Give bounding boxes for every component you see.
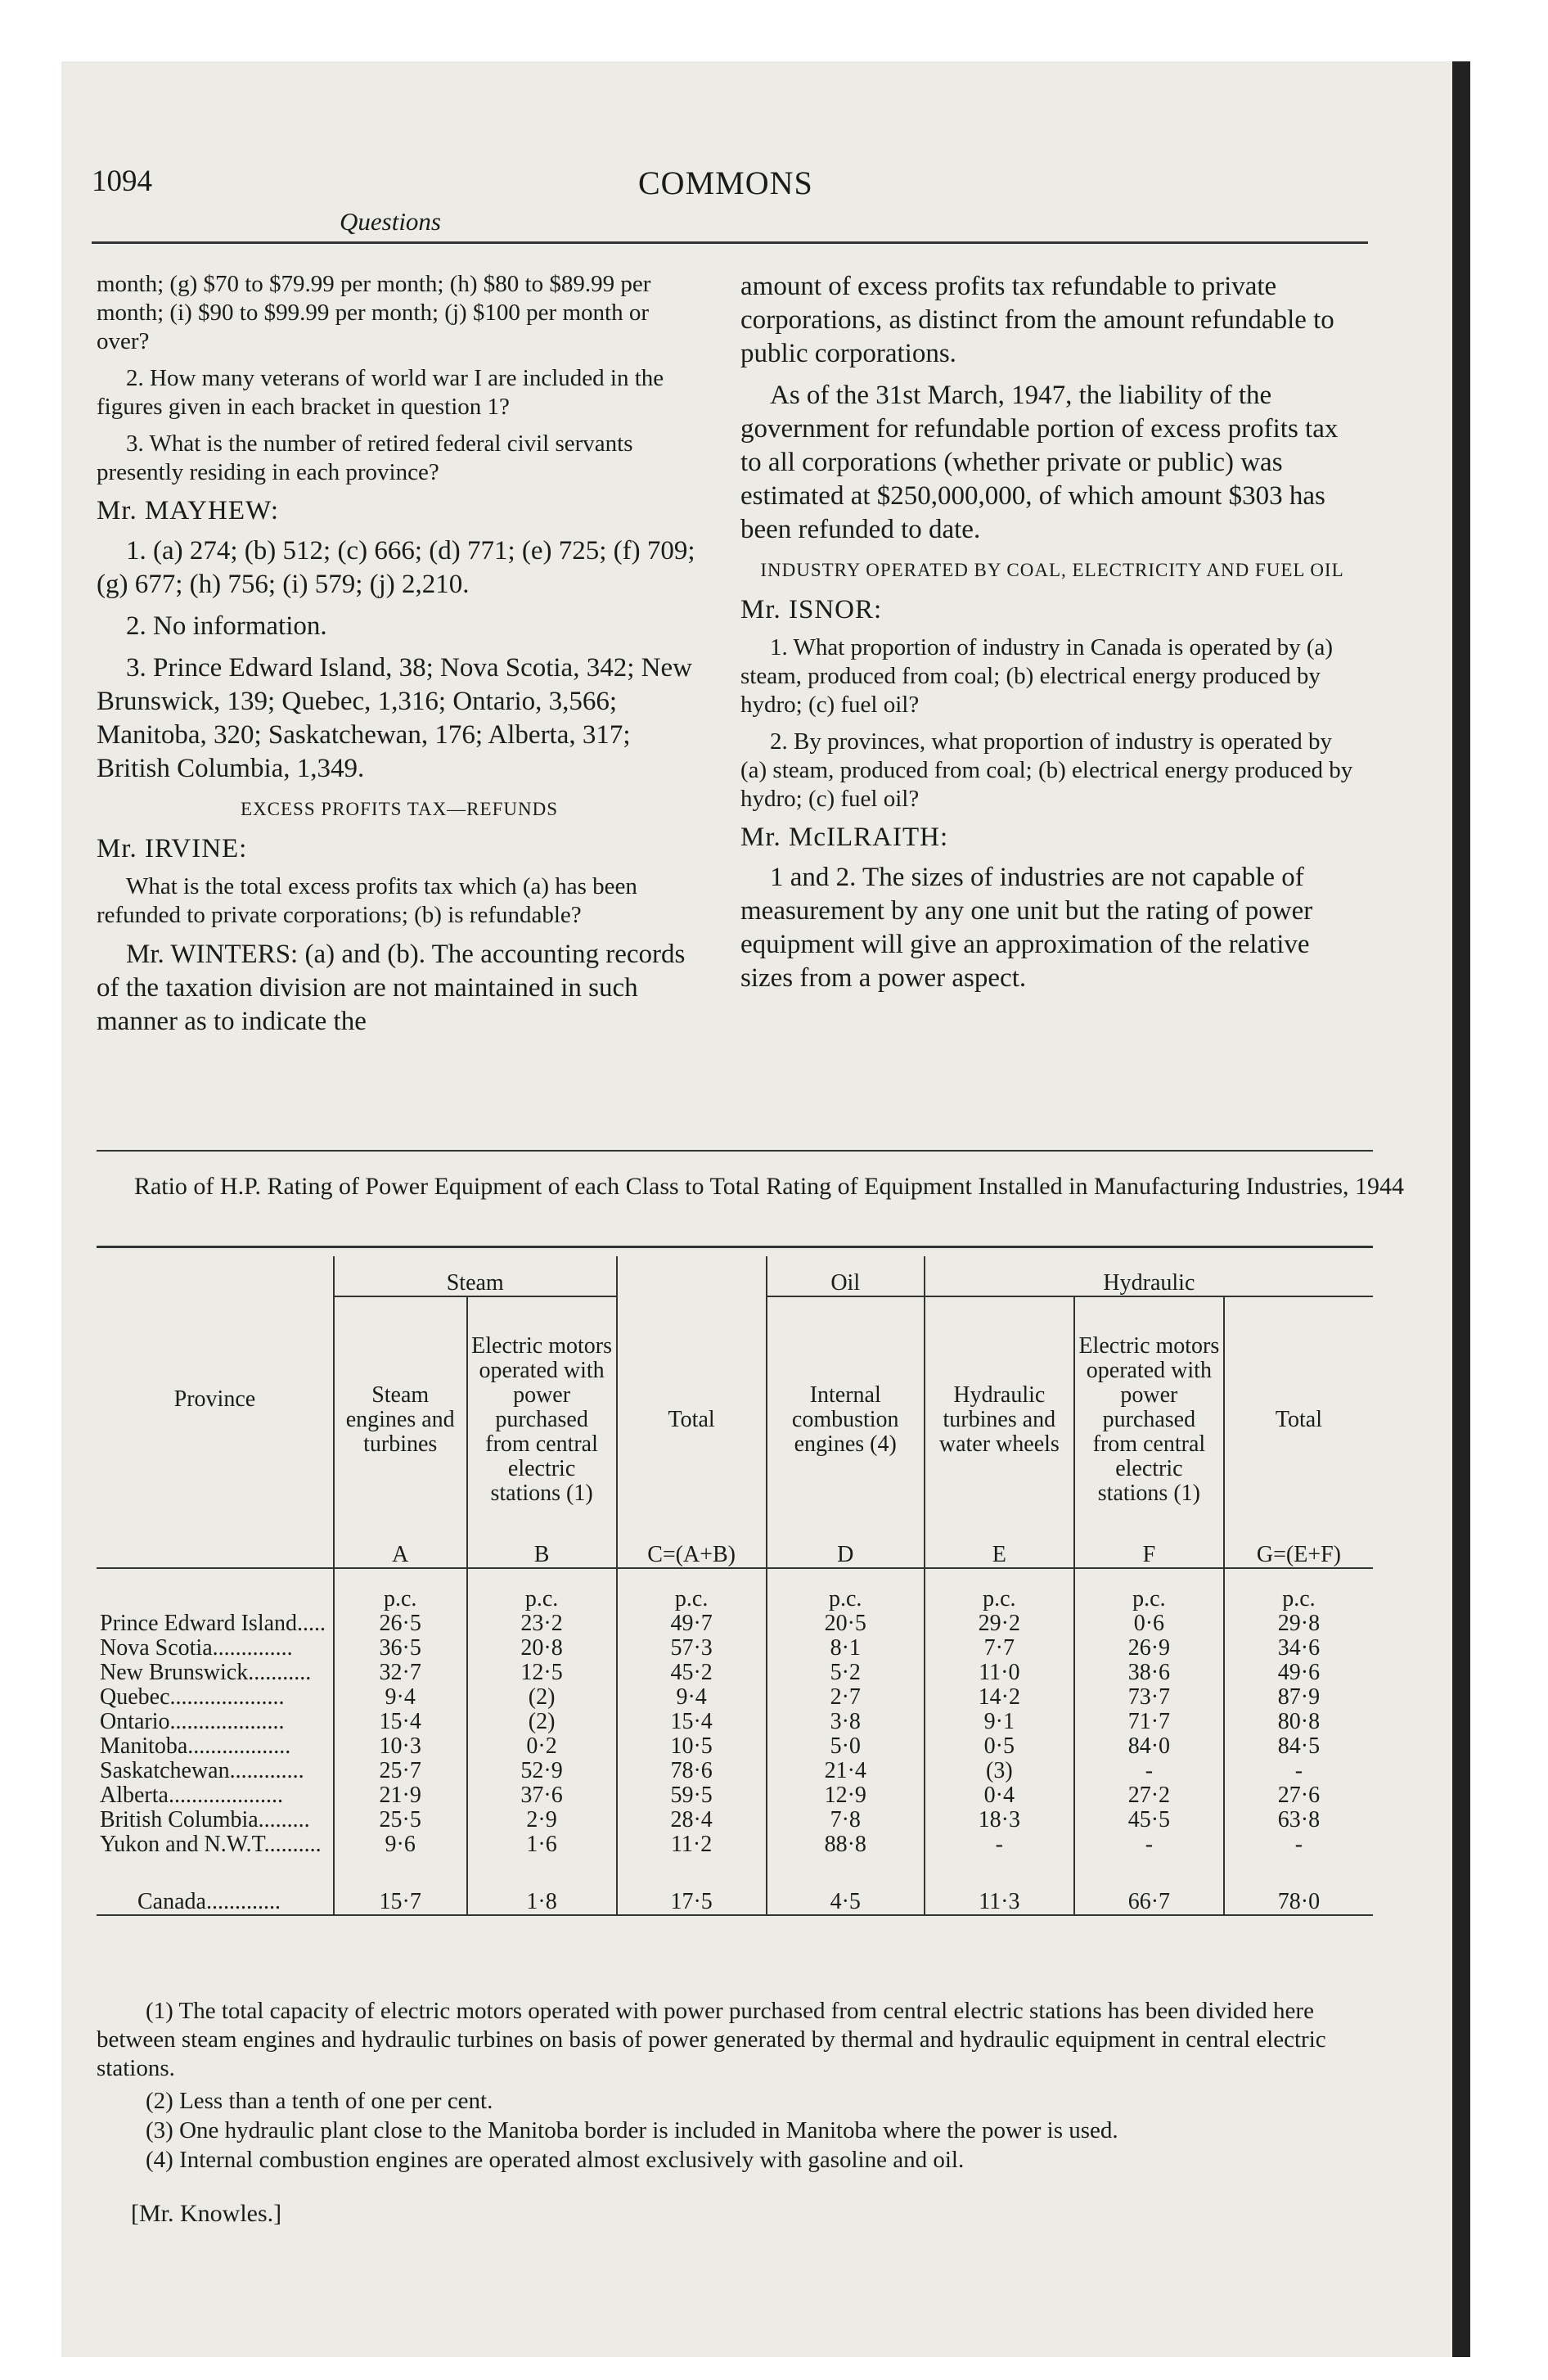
table-row-nova-scotia — [97, 1636, 1373, 1661]
unit-e: p.c. — [925, 1568, 1074, 1611]
cell-e: 29·2 — [925, 1611, 1074, 1636]
cell-c: 57·3 — [617, 1636, 767, 1661]
cell-c: 45·2 — [617, 1661, 767, 1685]
col-header-g: Total — [1224, 1296, 1373, 1543]
cell-a: 36·5 — [334, 1636, 467, 1661]
cell-a: 9·6 — [334, 1832, 467, 1857]
col-header-d: Internal combustion engines (4) — [767, 1296, 925, 1543]
cell-a: 15·4 — [334, 1710, 467, 1734]
cell-b: 1·8 — [467, 1857, 617, 1915]
cell-b: 20·8 — [467, 1636, 617, 1661]
cell-e: 7·7 — [925, 1636, 1074, 1661]
cell-g: 27·6 — [1224, 1783, 1373, 1808]
power-equipment-table — [97, 1256, 1373, 1916]
col-header-a: Steam engines and turbines — [334, 1296, 467, 1543]
cell-d: 88·8 — [767, 1832, 925, 1857]
col-header-e: Hydraulic turbines and water wheels — [925, 1296, 1074, 1543]
answer-2: 2. No information. — [126, 611, 327, 641]
cell-c: 9·4 — [617, 1685, 767, 1710]
cell-f: - — [1074, 1832, 1224, 1857]
cell-b: (2) — [467, 1710, 617, 1734]
cell-b: 2·9 — [467, 1808, 617, 1832]
question-irvine: What is the total excess profits tax which (a) has been refunded to private corporations; (b) is refundable? — [97, 873, 637, 928]
right-column — [740, 270, 1364, 1003]
cell-g: - — [1224, 1759, 1373, 1783]
cell-g: 84·5 — [1224, 1734, 1373, 1759]
header-rule — [92, 241, 1368, 244]
table-row-alberta — [97, 1783, 1373, 1808]
unit-blank — [97, 1568, 334, 1611]
answer-liability: As of the 31st March, 1947, the liability of the government for refundable portion of excess profits tax to all corporations (whether private or public) was estimated at $250,000,000, of which amount $303 has been refunded to date. — [740, 381, 1339, 544]
col-header-province: Province — [173, 1386, 256, 1412]
cell-g: 87·9 — [1224, 1685, 1373, 1710]
cell-b: 12·5 — [467, 1661, 617, 1685]
cell-b: 0·2 — [467, 1734, 617, 1759]
group-header-hydraulic: Hydraulic — [925, 1256, 1373, 1296]
answer-3: 3. Prince Edward Island, 38; Nova Scotia, 342; New Brunswick, 139; Quebec, 1,316; Ontario, 3,566; Manitoba, 320; Saskatchewan, 176; Alberta, 317; British Columbia, 1,349. — [97, 653, 692, 783]
cell-g: 29·8 — [1224, 1611, 1373, 1636]
question-isnor-1: 1. What proportion of industry in Canada is operated by (a) steam, produced from coal; (b) electrical energy produced by hydro; (c) fuel oil? — [740, 634, 1334, 718]
group-header-oil: Oil — [767, 1256, 925, 1296]
cell-province: New Brunswick........... — [100, 1660, 312, 1685]
answer-continued: amount of excess profits tax refundable to private corporations, as distinct from the amount refundable to public corporations. — [740, 272, 1334, 368]
letter-a: A — [334, 1543, 467, 1568]
question-text-3: 3. What is the number of retired federal civil servants presently residing in each province? — [97, 430, 633, 485]
cell-c: 10·5 — [617, 1734, 767, 1759]
cell-f: 27·2 — [1074, 1783, 1224, 1808]
section-heading-industry: INDUSTRY OPERATED BY COAL, ELECTRICITY AND FUEL OIL — [760, 560, 1344, 580]
cell-province: Prince Edward Island..... — [100, 1611, 326, 1636]
cell-e: (3) — [925, 1759, 1074, 1783]
group-header-steam: Steam — [334, 1256, 617, 1296]
speaker-mayhew: Mr. MAYHEW: — [97, 496, 280, 525]
cell-province: Manitoba.................. — [100, 1733, 291, 1759]
cell-g: - — [1224, 1832, 1373, 1857]
col-header-b: Electric motors operated with power purchased from central electric stations (1) — [467, 1296, 617, 1543]
unit-f: p.c. — [1074, 1568, 1224, 1611]
table-row-new-brunswick — [97, 1661, 1373, 1685]
cell-f: 0·6 — [1074, 1611, 1224, 1636]
letter-f: F — [1074, 1543, 1224, 1568]
cell-a: 32·7 — [334, 1661, 467, 1685]
unit-a: p.c. — [334, 1568, 467, 1611]
cell-a: 25·7 — [334, 1759, 467, 1783]
table-row-manitoba — [97, 1734, 1373, 1759]
cell-province: Quebec.................... — [100, 1684, 285, 1710]
unit-c: p.c. — [617, 1568, 767, 1611]
cell-d: 21·4 — [767, 1759, 925, 1783]
question-isnor-2: 2. By provinces, what proportion of industry is operated by (a) steam, produced from coal; (b) electrical energy produced by hydro; (c) fuel oil? — [740, 728, 1353, 812]
cell-f: - — [1074, 1759, 1224, 1783]
cell-f: 66·7 — [1074, 1857, 1224, 1915]
cell-province: Yukon and N.W.T.......... — [100, 1832, 322, 1857]
cell-f: 84·0 — [1074, 1734, 1224, 1759]
cell-g: 34·6 — [1224, 1636, 1373, 1661]
speaker-irvine: Mr. IRVINE: — [97, 834, 248, 863]
table-letters-row — [97, 1543, 1373, 1568]
cell-b: 1·6 — [467, 1832, 617, 1857]
question-text-2: 2. How many veterans of world war I are included in the figures given in each bracket in question 1? — [97, 365, 664, 420]
table-top-rule — [97, 1246, 1373, 1248]
unit-b: p.c. — [467, 1568, 617, 1611]
footnote-2: (2) Less than a tenth of one per cent. — [146, 2088, 493, 2114]
cell-a: 9·4 — [334, 1685, 467, 1710]
cell-g: 63·8 — [1224, 1808, 1373, 1832]
cell-b: 23·2 — [467, 1611, 617, 1636]
section-subtitle: Questions — [340, 207, 441, 236]
cell-e: 0·5 — [925, 1734, 1074, 1759]
cell-c: 15·4 — [617, 1710, 767, 1734]
cell-d: 5·2 — [767, 1661, 925, 1685]
cell-c: 28·4 — [617, 1808, 767, 1832]
cell-c: 78·6 — [617, 1759, 767, 1783]
cell-c: 17·5 — [617, 1857, 767, 1915]
cell-g: 78·0 — [1224, 1857, 1373, 1915]
cell-a: 25·5 — [334, 1808, 467, 1832]
cell-f: 71·7 — [1074, 1710, 1224, 1734]
unit-g: p.c. — [1224, 1568, 1373, 1611]
cell-province: Alberta.................... — [100, 1783, 283, 1808]
letter-e: E — [925, 1543, 1074, 1568]
cell-b: 37·6 — [467, 1783, 617, 1808]
cell-e: 0·4 — [925, 1783, 1074, 1808]
cell-a: 15·7 — [334, 1857, 467, 1915]
cell-province: Canada............. — [137, 1889, 281, 1914]
cell-e: 11·0 — [925, 1661, 1074, 1685]
letter-d: D — [767, 1543, 925, 1568]
cell-d: 20·5 — [767, 1611, 925, 1636]
cell-a: 26·5 — [334, 1611, 467, 1636]
cell-province: Ontario.................... — [100, 1709, 285, 1734]
cell-d: 4·5 — [767, 1857, 925, 1915]
group-header-steam-total-blank — [617, 1256, 767, 1296]
answer-mcilraith: 1 and 2. The sizes of industries are not capable of measurement by any one unit but the rating of power equipment will give an approximation of the relative sizes from a power aspect. — [740, 863, 1313, 993]
cell-province: Nova Scotia.............. — [100, 1635, 293, 1661]
answer-winters: Mr. WINTERS: (a) and (b). The accounting records of the taxation division are not maintained in such manner as to indicate the — [97, 940, 686, 1036]
cell-d: 7·8 — [767, 1808, 925, 1832]
col-header-f: Electric motors operated with power purchased from central electric stations (1) — [1074, 1296, 1224, 1543]
table-row-pei — [97, 1611, 1373, 1636]
cell-d: 8·1 — [767, 1636, 925, 1661]
cell-d: 2·7 — [767, 1685, 925, 1710]
cell-d: 3·8 — [767, 1710, 925, 1734]
cell-b: (2) — [467, 1685, 617, 1710]
table-row-yukon — [97, 1832, 1373, 1857]
table-row-quebec — [97, 1685, 1373, 1710]
table-row-saskatchewan — [97, 1759, 1373, 1783]
table-unit-row — [97, 1568, 1373, 1611]
page-title: COMMONS — [638, 165, 813, 201]
speaker-mcilraith: Mr. McILRAITH: — [740, 823, 949, 852]
cell-e: - — [925, 1832, 1074, 1857]
table-group-header-row — [97, 1256, 1373, 1296]
footnote-1: (1) The total capacity of electric motors operated with power purchased from central electric stations has been divided here between steam engines and hydraulic turbines on basis of power generated by thermal and hydraulic equipment in central electric stations. — [97, 1998, 1326, 2081]
scan-edge-bar — [1452, 61, 1470, 2357]
letter-g: G=(E+F) — [1224, 1543, 1373, 1568]
cell-a: 10·3 — [334, 1734, 467, 1759]
table-row-canada-total — [97, 1857, 1373, 1915]
cell-province: Saskatchewan............. — [100, 1758, 304, 1783]
unit-d: p.c. — [767, 1568, 925, 1611]
cell-e: 14·2 — [925, 1685, 1074, 1710]
cell-e: 18·3 — [925, 1808, 1074, 1832]
speaker-isnor: Mr. ISNOR: — [740, 595, 883, 624]
footnote-4: (4) Internal combustion engines are operated almost exclusively with gasoline and oil. — [146, 2147, 965, 2173]
cell-c: 49·7 — [617, 1611, 767, 1636]
cell-g: 49·6 — [1224, 1661, 1373, 1685]
section-heading-excess-profits: EXCESS PROFITS TAX—REFUNDS — [241, 799, 558, 819]
letters-blank — [97, 1543, 334, 1568]
cell-f: 45·5 — [1074, 1808, 1224, 1832]
cell-d: 5·0 — [767, 1734, 925, 1759]
table-row-british-columbia — [97, 1808, 1373, 1832]
cell-e: 11·3 — [925, 1857, 1074, 1915]
cell-province: British Columbia......... — [100, 1807, 310, 1832]
page-number: 1094 — [92, 165, 152, 198]
answer-1: 1. (a) 274; (b) 512; (c) 666; (d) 771; (e) 725; (f) 709; (g) 677; (h) 756; (i) 579; (j) 2,210. — [97, 536, 695, 599]
cell-e: 9·1 — [925, 1710, 1074, 1734]
section-rule — [97, 1150, 1373, 1152]
question-text-1: month; (g) $70 to $79.99 per month; (h) $80 to $89.99 per month; (i) $90 to $99.99 per month; (j) $100 per month or over? — [97, 271, 651, 354]
letter-c: C=(A+B) — [617, 1543, 767, 1568]
letter-b: B — [467, 1543, 617, 1568]
footnote-3: (3) One hydraulic plant close to the Manitoba border is included in Manitoba where the power is used. — [146, 2117, 1118, 2143]
cell-c: 11·2 — [617, 1832, 767, 1857]
speaker-footer: [Mr. Knowles.] — [131, 2200, 282, 2227]
col-header-c: Total — [617, 1296, 767, 1543]
left-column — [97, 270, 702, 1047]
cell-d: 12·9 — [767, 1783, 925, 1808]
cell-f: 38·6 — [1074, 1661, 1224, 1685]
cell-b: 52·9 — [467, 1759, 617, 1783]
table-caption: Ratio of H.P. Rating of Power Equipment of each Class to Total Rating of Equipment Installed in Manufacturing Industries, 1944 — [133, 1173, 1405, 1200]
cell-a: 21·9 — [334, 1783, 467, 1808]
cell-f: 73·7 — [1074, 1685, 1224, 1710]
cell-g: 80·8 — [1224, 1710, 1373, 1734]
table-row-ontario — [97, 1710, 1373, 1734]
cell-c: 59·5 — [617, 1783, 767, 1808]
cell-f: 26·9 — [1074, 1636, 1224, 1661]
